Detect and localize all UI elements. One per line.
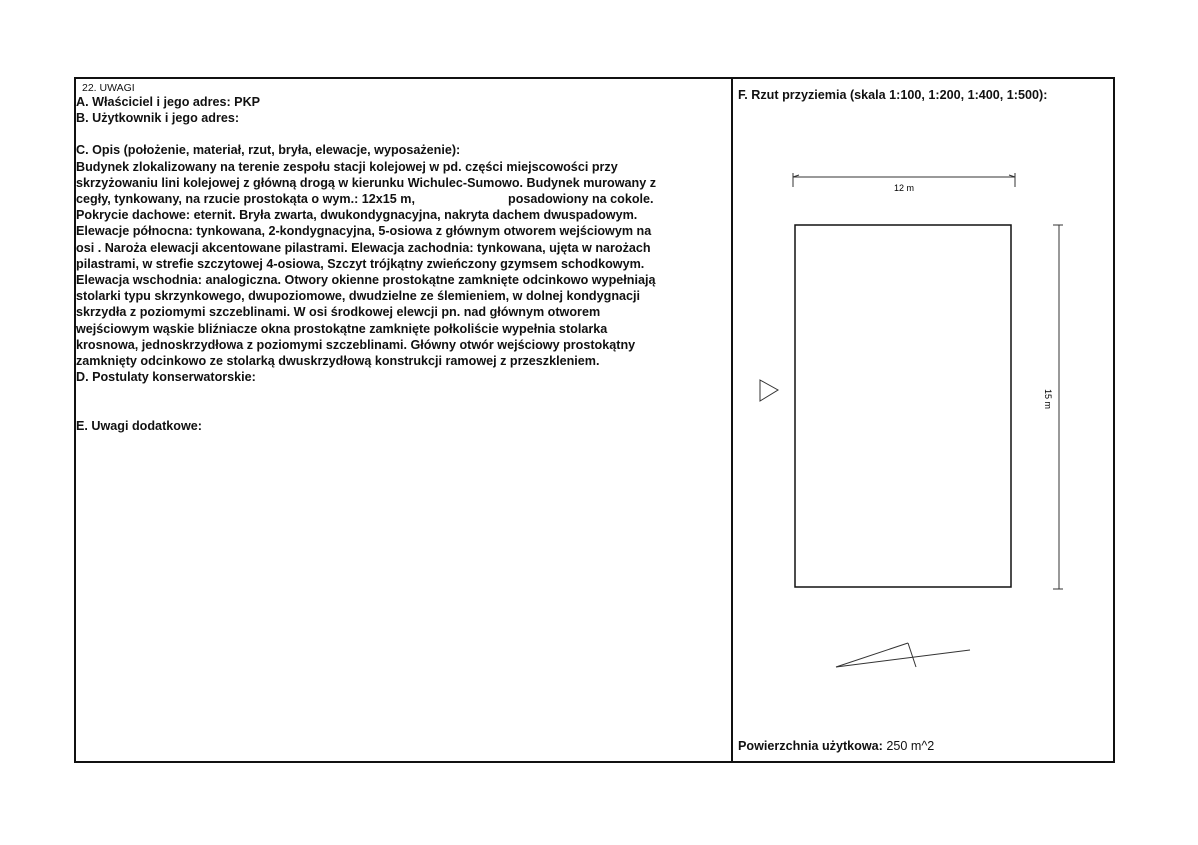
foundation-text: posadowiony na cokole. (508, 192, 654, 207)
description-line: Pokrycie dachowe: eternit. Bryła zwarta, dwukondygnacyjna, nakryta dachem dwuspadowym. (76, 208, 638, 223)
usable-area-value: 250 m^2 (886, 739, 935, 753)
usable-area-label: Powierzchnia użytkowa: (738, 739, 883, 753)
width-label: 12 m (893, 183, 915, 193)
description-line: Elewacje północna: tynkowana, 2-kondygnacyjna, 5-osiowa z głównym otworem wejściowym na (76, 224, 652, 239)
description-line: skrzydła z poziomymi szczeblinami. W osi środkowej elewcji pn. nad głównym otworem (76, 305, 601, 320)
description-line: stolarki typu skrzynkowego, dwupoziomowe, dwudzielne ze ślemieniem, w dolnej kondygnacji (76, 289, 641, 304)
usable-area (738, 739, 934, 753)
description-line: osi . Naroża elewacji akcentowane pilastrami. Elewacja zachodnia: tynkowana, ujęta w narożach (76, 240, 651, 255)
description-line: krosnowa, jednoskrzydłowa z poziomymi szczeblinami. Główny otwór wejściowy prostokątny (76, 337, 636, 352)
remarks-column (76, 79, 731, 761)
floor-plan-drawing (733, 79, 1115, 761)
building-outline (795, 225, 1011, 587)
floor-plan-column (733, 79, 1113, 761)
description-line (76, 191, 727, 207)
description-heading: C. Opis (położenie, materiał, rzut, bryła, elewacje, wyposażenie): (76, 143, 461, 158)
additional-remarks-heading: E. Uwagi dodatkowe: (76, 419, 202, 434)
dimensions-text: cegły, tynkowany, na rzucie prostokąta o wym.: 12x15 m, (76, 192, 415, 207)
description-line: Elewacja wschodnia: analogiczna. Otwory okienne prostokątne zamknięte odcinkowo wypełniają (76, 273, 656, 288)
north-arrow-icon (836, 643, 970, 667)
user-line: B. Użytkownik i jego adres: (76, 111, 240, 126)
description-line: wejściowym wąskie bliźniacze okna prostokątne zamknięte połkoliście wypełnia stolarka (76, 321, 608, 336)
description-line: Budynek zlokalizowany na terenie zespołu stacji kolejowej w pd. części miejscowości przy (76, 159, 618, 174)
floor-plan-title: F. Rzut przyziemia (skala 1:100, 1:200, 1:400, 1:500): (738, 88, 1048, 102)
conservation-postulates-heading: D. Postulaty konserwatorskie: (76, 370, 256, 385)
description-line: zamknięty odcinkowo ze stolarką dwuskrzydłową konstrukcji ramowej z przeszkleniem. (76, 354, 600, 369)
form-frame (74, 77, 1115, 763)
description-line: pilastrami, w strefie szczytowej 4-osiowa, Szczyt trójkątny zwieńczony gzymsem schodkowym. (76, 256, 645, 271)
section-number: 22. UWAGI (82, 82, 135, 94)
owner-line: A. Właściciel i jego adres: PKP (76, 95, 261, 109)
entrance-arrow-icon (760, 380, 778, 401)
height-label: 15 m (1043, 388, 1053, 410)
description-line: skrzyżowaniu lini kolejowej z główną drogą w kierunku Wichulec-Sumowo. Budynek murowany z (76, 175, 656, 190)
height-dimension (1043, 225, 1063, 589)
width-dimension (793, 173, 1015, 193)
